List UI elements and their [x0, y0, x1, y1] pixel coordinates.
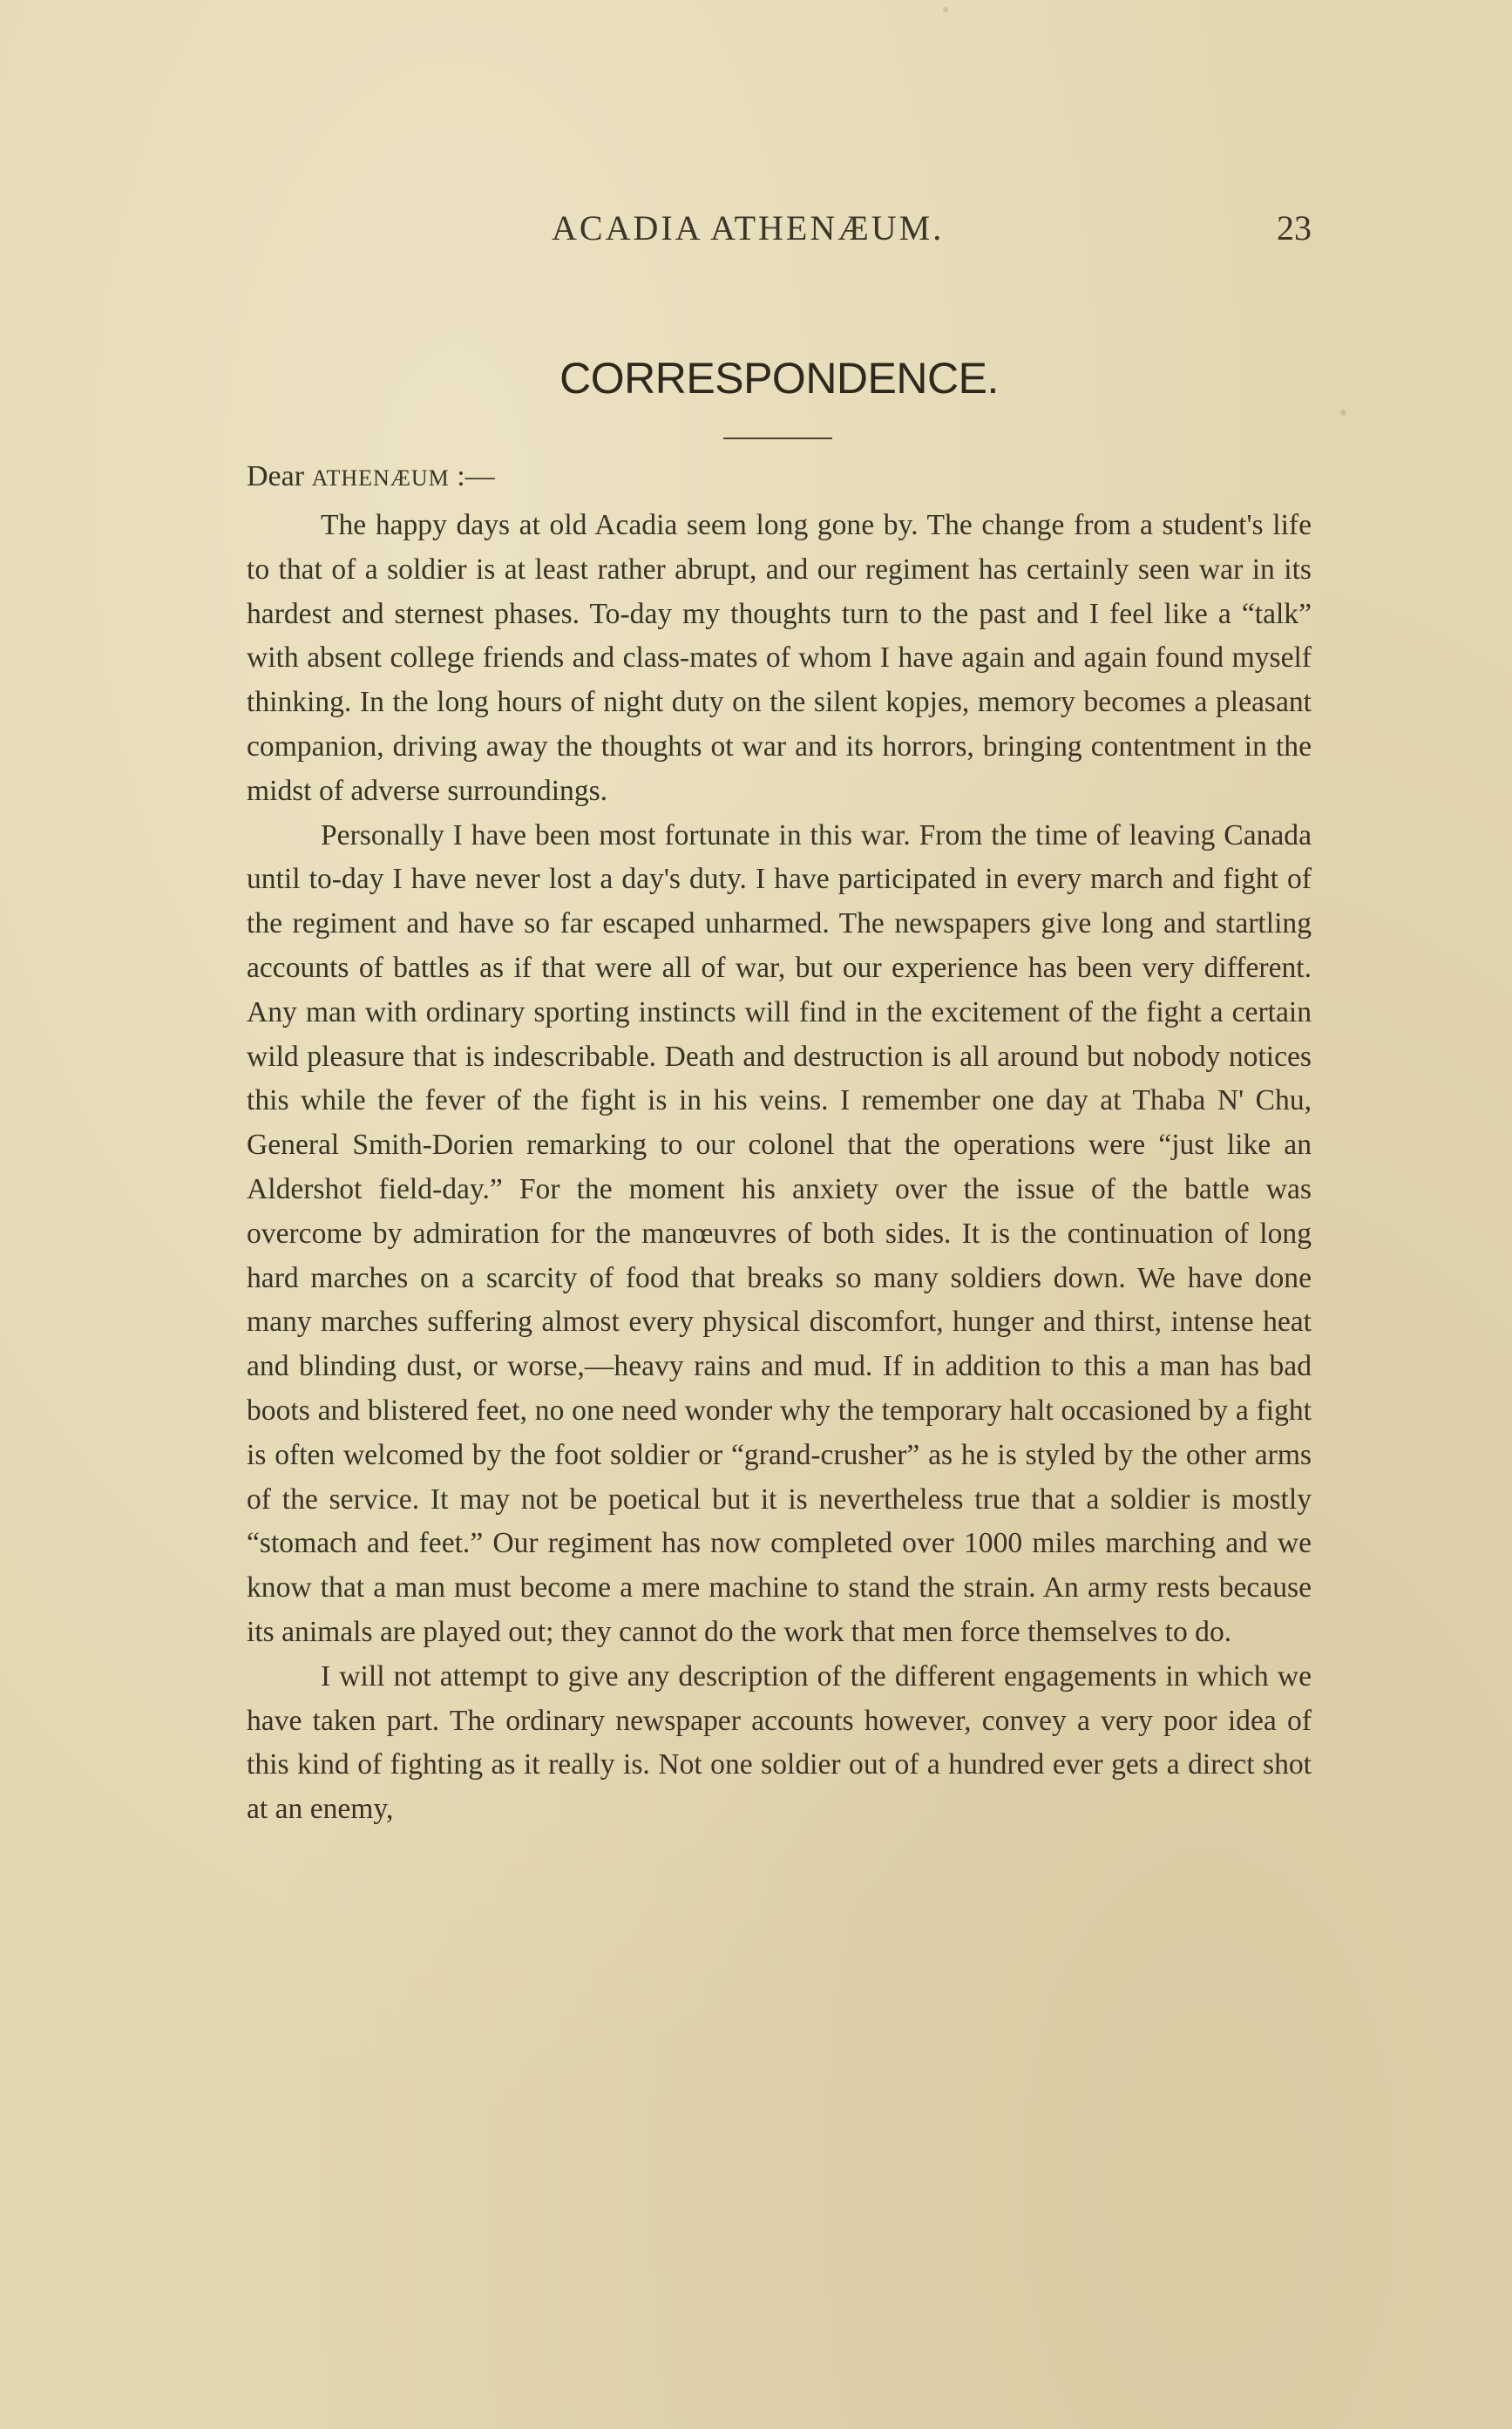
paper-stain [1340, 410, 1346, 416]
salutation-name: ATHENÆUM [311, 465, 450, 491]
salutation-punctuation: :— [449, 460, 495, 492]
page-number: 23 [1277, 208, 1312, 248]
title-rule [723, 438, 832, 439]
salutation [247, 460, 495, 493]
salutation-word: Dear [247, 460, 305, 492]
paper-stain [943, 7, 948, 12]
paragraph: The happy days at old Acadia seem long gone by. The change from a student's life to that of a soldier is at least rather abrupt, and our regiment has certainly seen war in its hardest and sternest phases. To-day my thoughts turn to the past and I feel like a “talk” with absent college friends and class-mates of whom I have again and again found myself thinking. In the long hours of night duty on the silent kopjes, memory becomes a pleasant companion, driving away the thoughts ot war and its horrors, bringing contentment in the midst of adverse surroundings. [247, 509, 1312, 807]
running-head [247, 202, 1312, 254]
journal-name: ACADIA ATHENÆUM. [552, 208, 945, 248]
section-title: CORRESPONDENCE. [559, 354, 999, 403]
paragraph: I will not attempt to give any description of the different engagements in which we have taken part. The ordinary newspaper accounts however, convey a very poor idea of this kind of fighting as it really is. Not one soldier out of a hundred ever gets a direct shot at an enemy, [247, 1659, 1312, 1826]
paragraph: Personally I have been most fortunate in this war. From the time of leaving Canada until to-day I have never lost a day's duty. I have participated in every march and fight of the regiment and have so far escaped unharmed. The newspapers give long and startling accounts of battles as if that were all of war, but our experience has been very different. Any man with ordinary sporting instincts will find in the excitement of the fight a certain wild pleasure that is indescribable. Death and destruction is all around but nobody notices this while the fever of the fight is in his veins. I remember one day at Thaba N' Chu, General Smith-Dorien remarking to our colonel that the operations were “just like an Aldershot field-day.” For the moment his anxiety over the issue of the battle was overcome by admiration for the manœuvres of both sides. It is the continuation of long hard marches on a scarcity of food that breaks so many soldiers down. We have done many marches suffering almost every physical discomfort, hunger and thirst, intense heat and blinding dust, or worse,—heavy rains and mud. If in addition to this a man has bad boots and blistered feet, no one need wonder why the temporary halt occasioned by a fight is often welcomed by the foot soldier or “grand-crusher” as he is styled by the other arms of the service. It may not be poetical but it is nevertheless true that a soldier is mostly “stomach and feet.” Our regiment has now completed over 1000 miles marching and we know that a man must become a mere machine to stand the strain. An army rests because its animals are played out; they cannot do the work that men force themselves to do. [247, 818, 1312, 1648]
letter-body [247, 504, 1312, 1832]
